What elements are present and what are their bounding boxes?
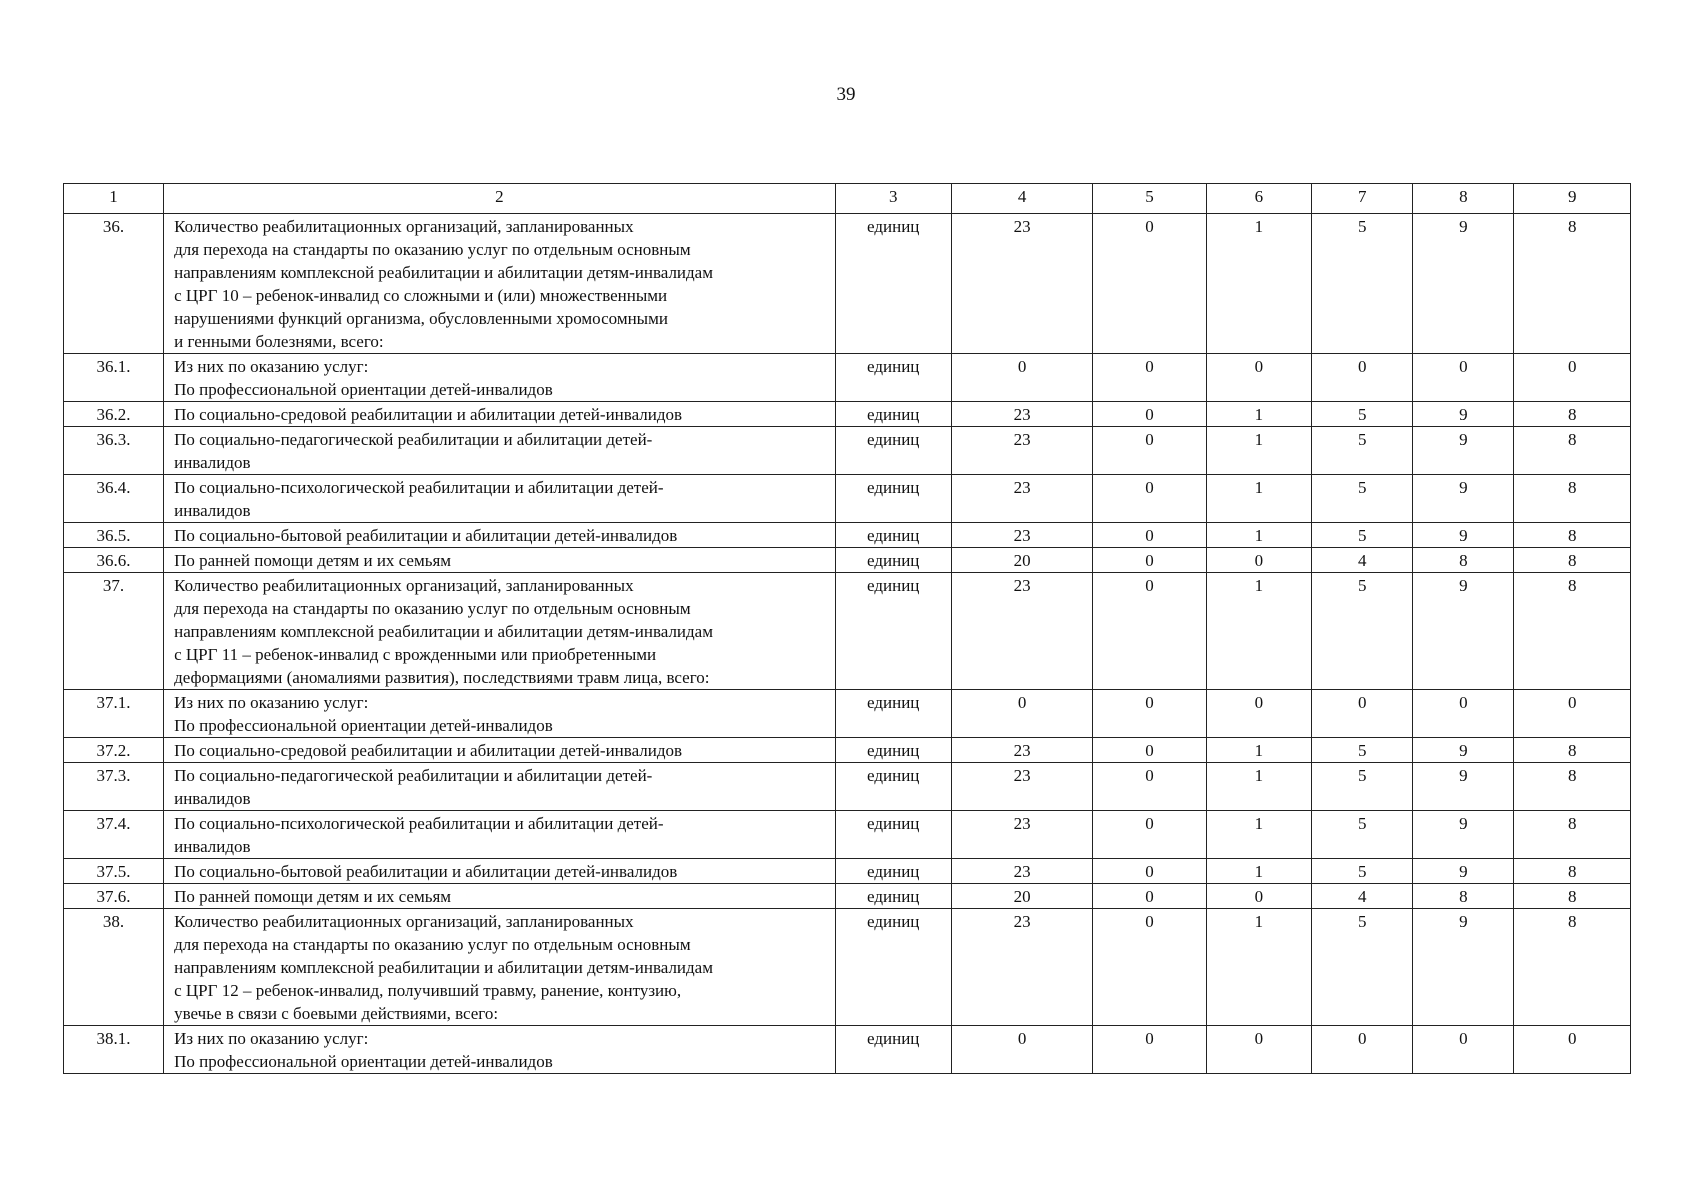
- row-unit: единиц: [835, 548, 951, 573]
- description-line: Из них по оказанию услуг:: [174, 357, 369, 376]
- row-value: 5: [1312, 811, 1413, 859]
- row-value: 1: [1206, 859, 1312, 884]
- description-line: инвалидов: [174, 453, 251, 472]
- description-line: По ранней помощи детям и их семьям: [174, 551, 452, 570]
- row-value: 5: [1312, 427, 1413, 475]
- row-unit: единиц: [835, 763, 951, 811]
- description-line: По социально-бытовой реабилитации и абилитации детей-инвалидов: [174, 526, 678, 545]
- row-number: 36.3.: [64, 427, 164, 475]
- row-value: 5: [1312, 402, 1413, 427]
- description-line: нарушениями функций организма, обусловленными хромосомными: [174, 309, 668, 328]
- row-value: 0: [1093, 763, 1206, 811]
- row-number: 37.6.: [64, 884, 164, 909]
- row-value: 5: [1312, 909, 1413, 1026]
- row-unit: единиц: [835, 690, 951, 738]
- row-value: 0: [1093, 884, 1206, 909]
- row-value: 1: [1206, 763, 1312, 811]
- table-row: [64, 909, 1631, 1026]
- description-line: Количество реабилитационных организаций, запланированных: [174, 217, 634, 236]
- row-value: 1: [1206, 427, 1312, 475]
- description-line: с ЦРГ 12 – ребенок-инвалид, получивший травму, ранение, контузию,: [174, 981, 682, 1000]
- row-value: 8: [1514, 475, 1631, 523]
- row-description: [164, 884, 835, 909]
- description-line: По социально-бытовой реабилитации и абилитации детей-инвалидов: [174, 862, 678, 881]
- row-value: 0: [1206, 548, 1312, 573]
- row-value: 0: [1206, 884, 1312, 909]
- column-header: 1: [64, 184, 164, 214]
- row-value: 0: [1312, 1026, 1413, 1074]
- row-value: 1: [1206, 475, 1312, 523]
- row-value: 9: [1413, 763, 1514, 811]
- row-number: 37.: [64, 573, 164, 690]
- row-description: [164, 354, 835, 402]
- row-value: 9: [1413, 214, 1514, 354]
- row-description: [164, 548, 835, 573]
- row-value: 23: [951, 573, 1092, 690]
- table-row: [64, 475, 1631, 523]
- table-row: [64, 690, 1631, 738]
- row-value: 9: [1413, 573, 1514, 690]
- description-line: направлениям комплексной реабилитации и абилитации детям-инвалидам: [174, 958, 713, 977]
- row-value: 9: [1413, 811, 1514, 859]
- row-number: 36.5.: [64, 523, 164, 548]
- description-line: По социально-педагогической реабилитации и абилитации детей-: [174, 766, 653, 785]
- row-value: 20: [951, 884, 1092, 909]
- row-number: 38.: [64, 909, 164, 1026]
- row-value: 0: [1413, 1026, 1514, 1074]
- data-table: [63, 183, 1631, 1074]
- row-value: 23: [951, 475, 1092, 523]
- row-unit: единиц: [835, 1026, 951, 1074]
- column-header: 6: [1206, 184, 1312, 214]
- description-line: По ранней помощи детям и их семьям: [174, 887, 452, 906]
- description-line: По профессиональной ориентации детей-инвалидов: [174, 380, 553, 399]
- row-value: 8: [1514, 884, 1631, 909]
- description-line: направлениям комплексной реабилитации и абилитации детям-инвалидам: [174, 263, 713, 282]
- table-row: [64, 738, 1631, 763]
- row-value: 0: [1093, 475, 1206, 523]
- description-line: Количество реабилитационных организаций, запланированных: [174, 912, 634, 931]
- row-description: [164, 402, 835, 427]
- description-line: Из них по оказанию услуг:: [174, 693, 369, 712]
- description-line: По социально-психологической реабилитации и абилитации детей-: [174, 478, 664, 497]
- row-number: 37.1.: [64, 690, 164, 738]
- column-header: 7: [1312, 184, 1413, 214]
- column-header: 5: [1093, 184, 1206, 214]
- row-value: 23: [951, 214, 1092, 354]
- column-header: 4: [951, 184, 1092, 214]
- description-line: и генными болезнями, всего:: [174, 332, 384, 351]
- row-value: 1: [1206, 523, 1312, 548]
- row-value: 23: [951, 811, 1092, 859]
- row-unit: единиц: [835, 909, 951, 1026]
- description-line: Количество реабилитационных организаций, запланированных: [174, 576, 634, 595]
- row-value: 9: [1413, 402, 1514, 427]
- row-value: 0: [1413, 690, 1514, 738]
- row-value: 5: [1312, 475, 1413, 523]
- row-value: 4: [1312, 884, 1413, 909]
- row-value: 9: [1413, 523, 1514, 548]
- row-number: 36.2.: [64, 402, 164, 427]
- row-value: 20: [951, 548, 1092, 573]
- row-number: 37.3.: [64, 763, 164, 811]
- row-value: 8: [1514, 859, 1631, 884]
- row-number: 37.2.: [64, 738, 164, 763]
- table-header-row: [64, 184, 1631, 214]
- row-value: 0: [1093, 738, 1206, 763]
- row-description: [164, 1026, 835, 1074]
- row-value: 0: [1514, 354, 1631, 402]
- description-line: с ЦРГ 10 – ребенок-инвалид со сложными и (или) множественными: [174, 286, 668, 305]
- row-value: 1: [1206, 214, 1312, 354]
- table-row: [64, 214, 1631, 354]
- description-line: деформациями (аномалиями развития), последствиями травм лица, всего:: [174, 668, 710, 687]
- row-value: 23: [951, 763, 1092, 811]
- row-value: 23: [951, 523, 1092, 548]
- description-line: По социально-средовой реабилитации и абилитации детей-инвалидов: [174, 405, 683, 424]
- row-value: 8: [1514, 738, 1631, 763]
- row-value: 8: [1514, 427, 1631, 475]
- row-unit: единиц: [835, 427, 951, 475]
- row-description: [164, 427, 835, 475]
- description-line: для перехода на стандарты по оказанию услуг по отдельным основным: [174, 240, 691, 259]
- description-line: для перехода на стандарты по оказанию услуг по отдельным основным: [174, 935, 691, 954]
- row-value: 9: [1413, 427, 1514, 475]
- row-value: 9: [1413, 475, 1514, 523]
- table-row: [64, 884, 1631, 909]
- description-line: увечье в связи с боевыми действиями, всего:: [174, 1004, 499, 1023]
- row-description: [164, 763, 835, 811]
- column-header: 8: [1413, 184, 1514, 214]
- row-value: 1: [1206, 909, 1312, 1026]
- row-value: 8: [1514, 523, 1631, 548]
- row-unit: единиц: [835, 214, 951, 354]
- table-row: [64, 548, 1631, 573]
- description-line: По социально-педагогической реабилитации и абилитации детей-: [174, 430, 653, 449]
- row-value: 0: [1093, 573, 1206, 690]
- description-line: для перехода на стандарты по оказанию услуг по отдельным основным: [174, 599, 691, 618]
- row-value: 8: [1514, 909, 1631, 1026]
- row-value: 0: [1093, 909, 1206, 1026]
- row-value: 0: [1093, 354, 1206, 402]
- description-line: По профессиональной ориентации детей-инвалидов: [174, 1052, 553, 1071]
- row-description: [164, 859, 835, 884]
- table-row: [64, 859, 1631, 884]
- row-value: 23: [951, 859, 1092, 884]
- row-value: 8: [1514, 214, 1631, 354]
- description-line: По социально-психологической реабилитации и абилитации детей-: [174, 814, 664, 833]
- description-line: Из них по оказанию услуг:: [174, 1029, 369, 1048]
- row-value: 8: [1514, 763, 1631, 811]
- row-number: 36.: [64, 214, 164, 354]
- row-value: 8: [1514, 402, 1631, 427]
- column-header: 2: [164, 184, 835, 214]
- row-description: [164, 738, 835, 763]
- row-unit: единиц: [835, 573, 951, 690]
- row-value: 0: [1206, 1026, 1312, 1074]
- description-line: По социально-средовой реабилитации и абилитации детей-инвалидов: [174, 741, 683, 760]
- row-description: [164, 475, 835, 523]
- row-description: [164, 690, 835, 738]
- table-row: [64, 811, 1631, 859]
- table-row: [64, 1026, 1631, 1074]
- column-header: 3: [835, 184, 951, 214]
- row-value: 5: [1312, 763, 1413, 811]
- row-value: 5: [1312, 523, 1413, 548]
- row-value: 0: [1312, 690, 1413, 738]
- row-value: 0: [1514, 690, 1631, 738]
- row-value: 5: [1312, 859, 1413, 884]
- row-value: 1: [1206, 738, 1312, 763]
- row-description: [164, 214, 835, 354]
- row-value: 5: [1312, 738, 1413, 763]
- row-value: 0: [1206, 354, 1312, 402]
- row-value: 0: [1093, 811, 1206, 859]
- row-description: [164, 811, 835, 859]
- row-value: 4: [1312, 548, 1413, 573]
- row-unit: единиц: [835, 884, 951, 909]
- row-value: 8: [1514, 811, 1631, 859]
- row-unit: единиц: [835, 402, 951, 427]
- row-value: 8: [1413, 884, 1514, 909]
- row-value: 8: [1514, 573, 1631, 690]
- table-row: [64, 523, 1631, 548]
- column-header: 9: [1514, 184, 1631, 214]
- table-row: [64, 354, 1631, 402]
- row-value: 8: [1514, 548, 1631, 573]
- row-value: 0: [1206, 690, 1312, 738]
- row-value: 5: [1312, 573, 1413, 690]
- row-number: 38.1.: [64, 1026, 164, 1074]
- row-number: 36.6.: [64, 548, 164, 573]
- description-line: с ЦРГ 11 – ребенок-инвалид с врожденными или приобретенными: [174, 645, 657, 664]
- row-value: 0: [1093, 402, 1206, 427]
- row-number: 37.5.: [64, 859, 164, 884]
- row-value: 9: [1413, 738, 1514, 763]
- description-line: По профессиональной ориентации детей-инвалидов: [174, 716, 553, 735]
- row-unit: единиц: [835, 738, 951, 763]
- table-row: [64, 427, 1631, 475]
- row-value: 1: [1206, 402, 1312, 427]
- row-value: 5: [1312, 214, 1413, 354]
- row-value: 0: [1413, 354, 1514, 402]
- row-unit: единиц: [835, 475, 951, 523]
- table-row: [64, 763, 1631, 811]
- row-value: 0: [1093, 548, 1206, 573]
- row-value: 0: [1514, 1026, 1631, 1074]
- row-value: 0: [1093, 859, 1206, 884]
- row-unit: единиц: [835, 354, 951, 402]
- row-unit: единиц: [835, 859, 951, 884]
- table-row: [64, 402, 1631, 427]
- row-description: [164, 909, 835, 1026]
- row-unit: единиц: [835, 523, 951, 548]
- row-value: 23: [951, 738, 1092, 763]
- row-description: [164, 573, 835, 690]
- row-value: 0: [951, 1026, 1092, 1074]
- row-value: 23: [951, 427, 1092, 475]
- row-number: 36.4.: [64, 475, 164, 523]
- table-body: [64, 214, 1631, 1074]
- row-value: 0: [1093, 427, 1206, 475]
- description-line: инвалидов: [174, 837, 251, 856]
- row-value: 0: [1093, 690, 1206, 738]
- row-value: 0: [1093, 523, 1206, 548]
- row-number: 37.4.: [64, 811, 164, 859]
- row-value: 0: [1312, 354, 1413, 402]
- description-line: инвалидов: [174, 789, 251, 808]
- row-value: 8: [1413, 548, 1514, 573]
- description-line: инвалидов: [174, 501, 251, 520]
- row-value: 9: [1413, 859, 1514, 884]
- description-line: направлениям комплексной реабилитации и абилитации детям-инвалидам: [174, 622, 713, 641]
- row-unit: единиц: [835, 811, 951, 859]
- row-value: 1: [1206, 573, 1312, 690]
- row-value: 0: [951, 690, 1092, 738]
- row-value: 0: [951, 354, 1092, 402]
- row-value: 23: [951, 402, 1092, 427]
- page-number: 39: [836, 84, 856, 105]
- row-value: 23: [951, 909, 1092, 1026]
- row-value: 9: [1413, 909, 1514, 1026]
- row-description: [164, 523, 835, 548]
- row-value: 0: [1093, 1026, 1206, 1074]
- row-value: 1: [1206, 811, 1312, 859]
- row-value: 0: [1093, 214, 1206, 354]
- row-number: 36.1.: [64, 354, 164, 402]
- table-row: [64, 573, 1631, 690]
